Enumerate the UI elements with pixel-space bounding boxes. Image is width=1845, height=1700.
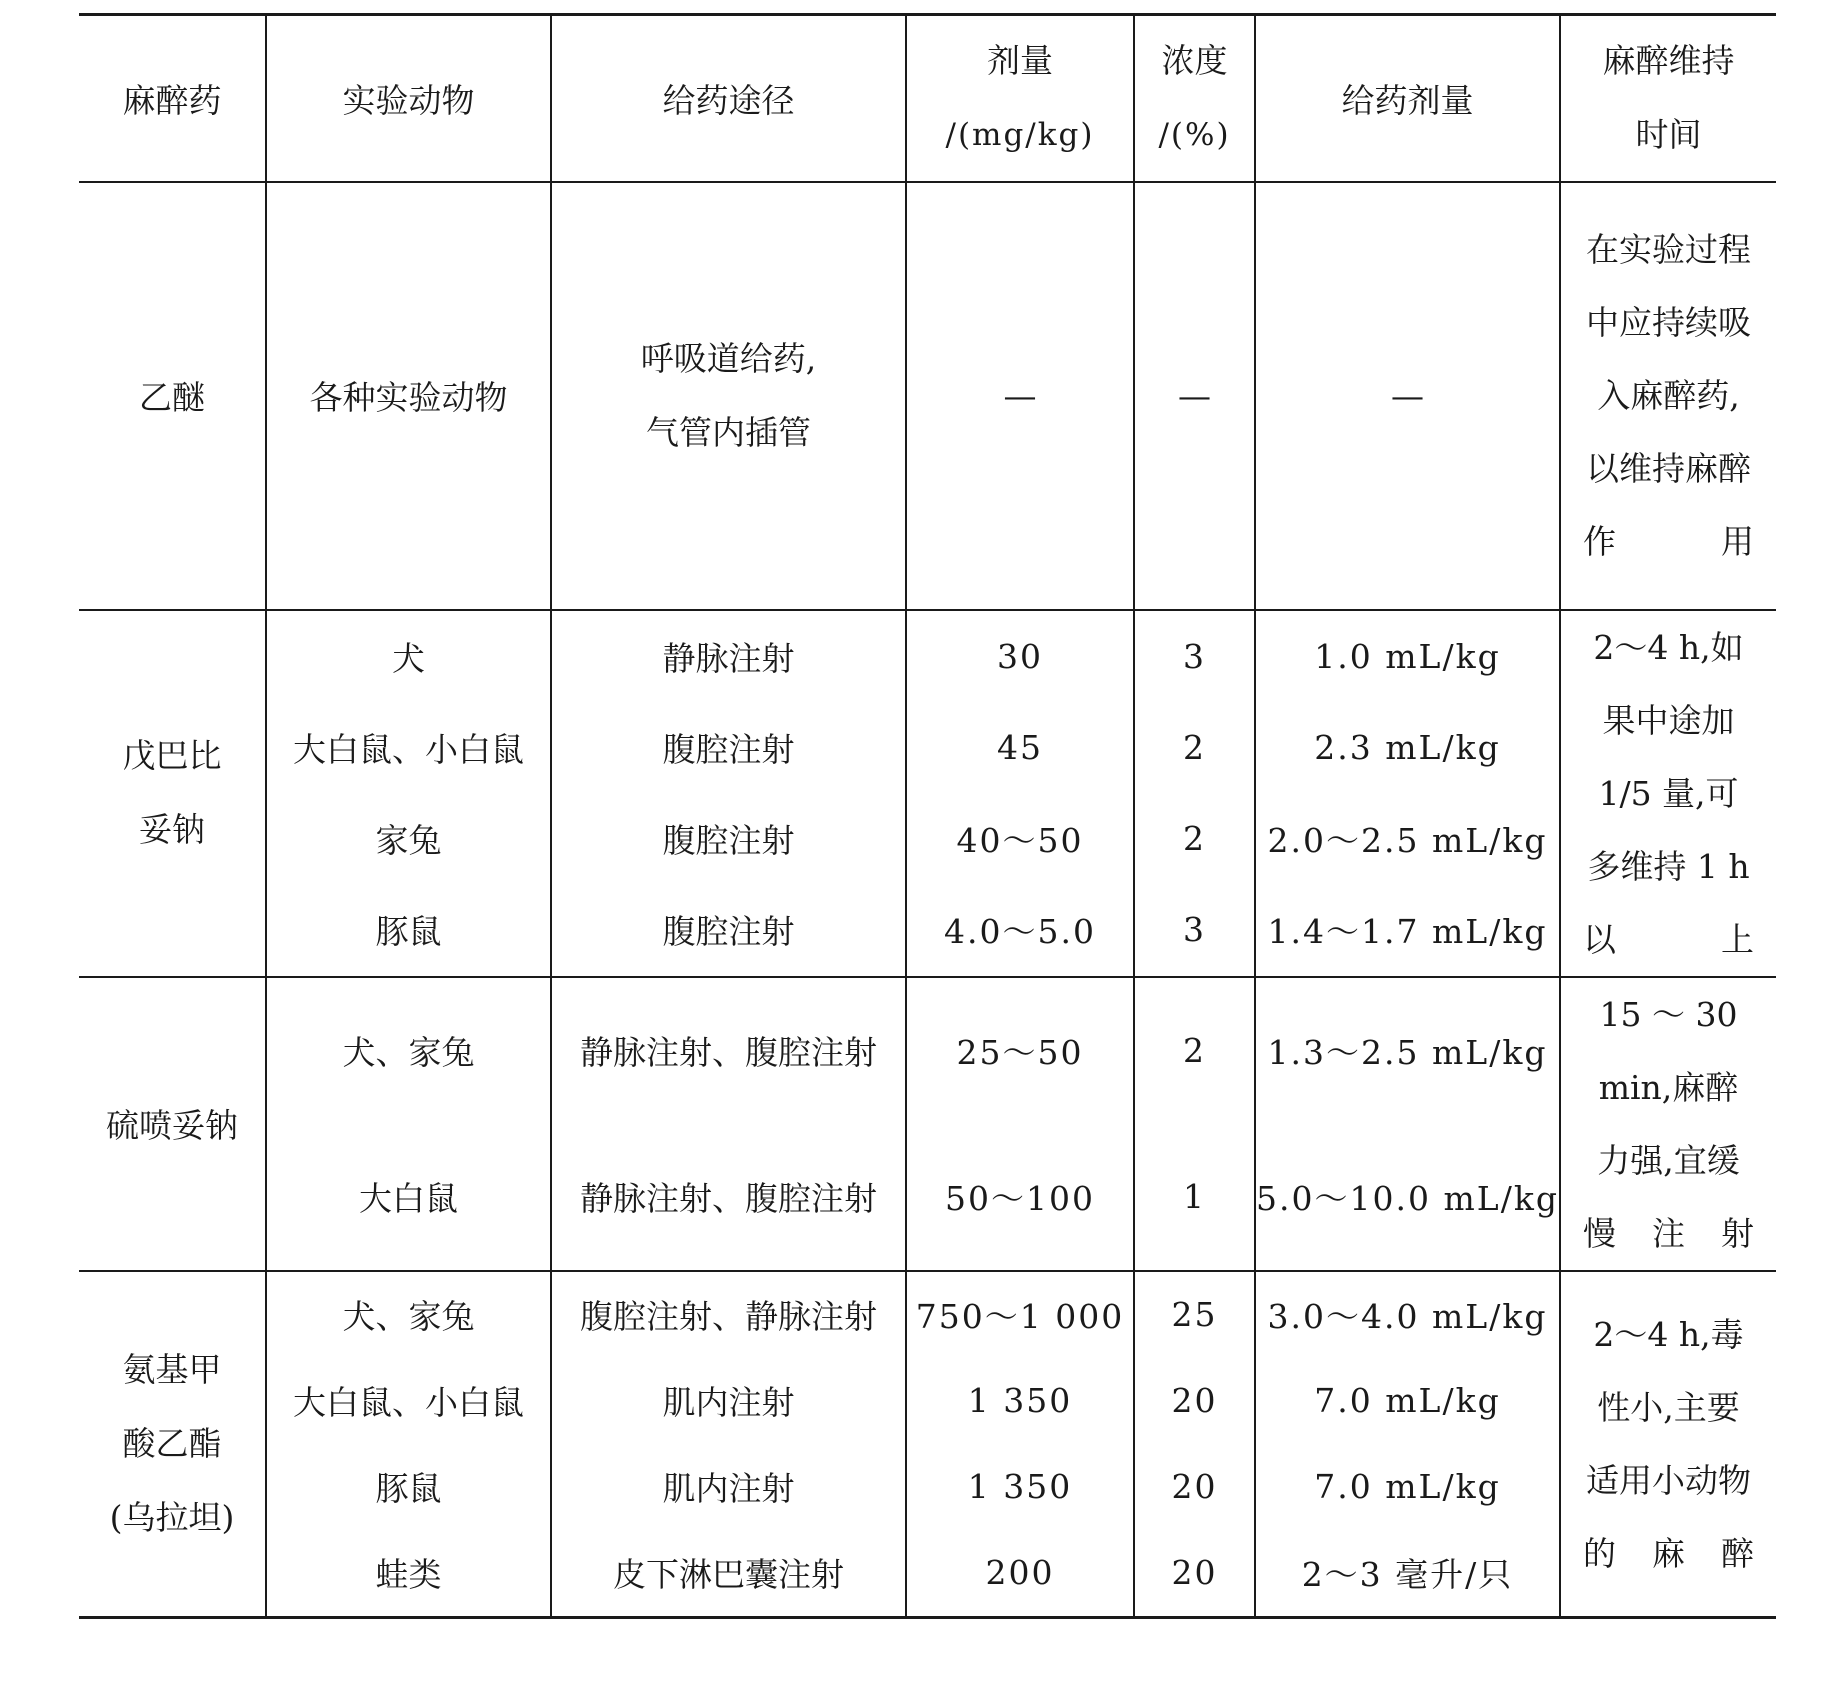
volume-cell: 7.0 mL/kg (1255, 1358, 1560, 1444)
dose-cell: 45 (906, 702, 1134, 793)
table-row (79, 1444, 1776, 1530)
dose-cell: — (906, 182, 1134, 610)
route-cell: 静脉注射 (551, 610, 906, 702)
route-cell: 腹腔注射 (551, 884, 906, 976)
concentration-cell: 1 (1134, 1124, 1255, 1271)
header-dose-line2: /(mg/kg) (945, 117, 1095, 154)
animal-cell: 大白鼠、小白鼠 (266, 1358, 551, 1444)
group-ether (79, 182, 1776, 610)
dose-cell: 750～1 000 (906, 1271, 1134, 1358)
table-row (79, 182, 1776, 610)
header-concentration (1134, 15, 1255, 182)
concentration-cell: 3 (1134, 884, 1255, 976)
header-dose-line1: 剂量 (987, 41, 1053, 81)
drug-name (79, 1271, 266, 1618)
drug-name: 硫喷妥钠 (79, 977, 266, 1271)
volume-cell: 3.0～4.0 mL/kg (1255, 1271, 1560, 1358)
concentration-cell: 25 (1134, 1271, 1255, 1358)
drug-name-line1: 氨基甲 (122, 1349, 222, 1389)
table-row (79, 1358, 1776, 1444)
animal-cell: 大白鼠 (266, 1124, 551, 1271)
group-urethane (79, 1271, 1776, 1618)
route-line1: 呼吸道给药, (640, 338, 817, 378)
dose-cell: 40～50 (906, 793, 1134, 884)
concentration-cell: 2 (1134, 702, 1255, 793)
animal-cell: 豚鼠 (266, 1444, 551, 1530)
header-duration (1560, 15, 1776, 182)
animal-cell: 蛙类 (266, 1530, 551, 1618)
concentration-cell: 20 (1134, 1444, 1255, 1530)
header-dose (906, 15, 1134, 182)
group-thiopental (79, 977, 1776, 1271)
concentration-cell: 3 (1134, 610, 1255, 702)
volume-cell: 5.0～10.0 mL/kg (1255, 1124, 1560, 1271)
header-duration-line2: 时间 (1635, 115, 1702, 155)
dose-cell: 4.0～5.0 (906, 884, 1134, 976)
drug-name-line2: 妥钠 (139, 810, 205, 849)
drug-name (79, 610, 266, 977)
concentration-cell: 2 (1134, 793, 1255, 884)
concentration-cell: 2 (1134, 977, 1255, 1124)
header-conc-line1: 浓度 (1161, 41, 1228, 81)
header-conc-line2: /(%) (1158, 117, 1231, 154)
header-drug: 麻醉药 (79, 15, 266, 182)
volume-cell: 2.3 mL/kg (1255, 702, 1560, 793)
dose-cell: 1 350 (906, 1358, 1134, 1444)
route-cell: 肌内注射 (551, 1444, 906, 1530)
animal-cell: 犬、家兔 (266, 977, 551, 1124)
concentration-cell: 20 (1134, 1530, 1255, 1618)
animal-cell: 家兔 (266, 793, 551, 884)
table-row (79, 977, 1776, 1124)
drug-name: 乙醚 (79, 182, 266, 610)
concentration-cell: — (1134, 182, 1255, 610)
duration-note: 2～4 h,毒性小,主要适用小动物的麻醉 (1560, 1271, 1776, 1618)
route-cell: 腹腔注射 (551, 793, 906, 884)
duration-note: 2～4 h,如果中途加 1/5 量,可多维持 1 h 以上 (1560, 610, 1776, 977)
animal-cell: 犬 (266, 610, 551, 702)
header-duration-line1: 麻醉维持 (1602, 41, 1735, 81)
table-row (79, 702, 1776, 793)
drug-name-line3: (乌拉坦) (109, 1497, 235, 1537)
dose-cell: 1 350 (906, 1444, 1134, 1530)
table-row (79, 1124, 1776, 1271)
dose-cell: 200 (906, 1530, 1134, 1618)
volume-cell: 1.0 mL/kg (1255, 610, 1560, 702)
route-cell: 肌内注射 (551, 1358, 906, 1444)
route-cell (551, 182, 906, 610)
animal-cell: 豚鼠 (266, 884, 551, 976)
drug-name-line2: 酸乙酯 (122, 1423, 222, 1463)
dose-cell: 30 (906, 610, 1134, 702)
table-row (79, 884, 1776, 976)
route-cell: 皮下淋巴囊注射 (551, 1530, 906, 1618)
volume-cell: 1.4～1.7 mL/kg (1255, 884, 1560, 976)
animal-cell: 大白鼠、小白鼠 (266, 702, 551, 793)
route-line2: 气管内插管 (646, 412, 811, 452)
volume-cell: 7.0 mL/kg (1255, 1444, 1560, 1530)
table-row (79, 793, 1776, 884)
concentration-cell: 20 (1134, 1358, 1255, 1444)
table-row (79, 1530, 1776, 1618)
animal-cell: 各种实验动物 (266, 182, 551, 610)
group-pentobarbital (79, 610, 1776, 977)
table-row (79, 610, 1776, 702)
volume-cell: 1.3～2.5 mL/kg (1255, 977, 1560, 1124)
anesthetic-table (79, 13, 1776, 1619)
duration-note: 在实验过程中应持续吸入麻醉药,以维持麻醉作用 (1560, 182, 1776, 610)
animal-cell: 犬、家兔 (266, 1271, 551, 1358)
volume-cell: 2.0～2.5 mL/kg (1255, 793, 1560, 884)
header-row (79, 15, 1776, 182)
dose-cell: 50～100 (906, 1124, 1134, 1271)
route-cell: 静脉注射、腹腔注射 (551, 977, 906, 1124)
volume-cell: 2～3 毫升/只 (1255, 1530, 1560, 1618)
header-route: 给药途径 (551, 15, 906, 182)
table-row (79, 1271, 1776, 1358)
volume-cell: — (1255, 182, 1560, 610)
route-cell: 腹腔注射、静脉注射 (551, 1271, 906, 1358)
drug-name-line1: 戊巴比 (122, 736, 222, 775)
header-volume: 给药剂量 (1255, 15, 1560, 182)
dose-cell: 25～50 (906, 977, 1134, 1124)
route-cell: 腹腔注射 (551, 702, 906, 793)
duration-note: 15 ～ 30 min,麻醉力强,宜缓慢注射 (1560, 977, 1776, 1271)
route-cell: 静脉注射、腹腔注射 (551, 1124, 906, 1271)
header-animal: 实验动物 (266, 15, 551, 182)
